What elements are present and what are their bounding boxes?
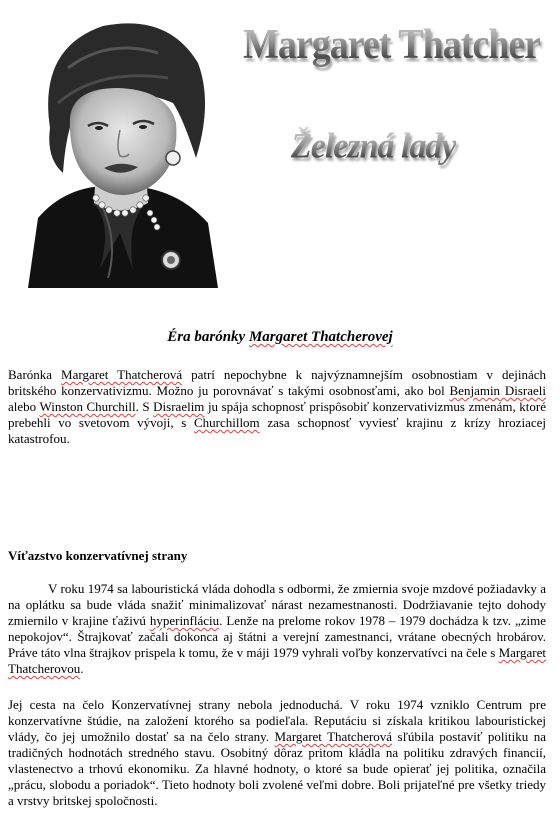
heading-name: Margaret Thatcherovej [248,329,393,345]
p3-name1: Margaret Thatcherová [274,729,393,744]
p1-t5: ju spája schopnosť prispôsobiť konzervativizmus zmenám, ktoré prebehli vo svetovom vývoji, s [8,399,547,430]
p1-t6: zasa schopnosť vyviesť krajinu z krízy hroziacej katastrofou. [8,415,546,446]
p1-name4: Disraelim [153,399,205,414]
p1-t2: patrí nepochybne k najvýznamnejším osobnostiam v dejinách britského konzervativizmu. Možno ju porovnávať s takými osobnosťami, ako bol [8,367,546,398]
p1-t3: alebo [8,399,40,414]
p1-t4: . S [135,399,154,414]
p1-name2: Benjamin Disraeli [449,383,546,398]
wordart-subtitle: Železná lady [291,127,456,166]
p2-name1: hyperinfláciu [149,613,220,628]
p2-t1: V roku 1974 sa labouristická vláda dohodla s odbormi, že zmiernia svoje mzdové požiadavky a na oplátku sa bude vláda snažiť minimalizovať nárast nezamestnanosti. Dodržiavanie tejto dohody zmiernilo v krajine ťaživú [8,581,546,628]
paragraph-path [8,697,546,809]
p1-name1: Margaret Thatcherová [61,367,183,382]
p1-name3: Winston Churchill [39,399,136,414]
article-heading [0,329,560,346]
p3-t1: Jej cesta na čelo Konzervatívnej strany nebola jednoduchá. V roku 1974 vzniklo Centrum pre konzervatívne štúdie, na založení ktorého sa podieľala. Reputáciu si získala kritikou labouristickej vlády, čo jej umožnilo dostať sa na čelo strany. [8,697,546,744]
p2-t3: . [80,661,84,676]
wordart-title: Margaret Thatcher [243,21,541,69]
portrait-photo [8,8,231,288]
p1-name5: Churchillom [193,415,260,430]
p3-t2: sľúbila postaviť politiku na tradičných hodnotách stredného stavu. Osobitný dôraz pritom kládla na politiku zdravých financií, vlastenectvo a trhovú ekonomiku. Za hlavné hodnoty, o ktoré sa bude opierať jej politika, označila „prácu, slobodu a poriadok“. Tieto hodnoty boli zvolené veľmi dobre. Boli prijateľné pre všetky triedy a vrstvy britskej spoločnosti. [8,729,546,808]
heading-prefix: Éra barónky [167,329,249,345]
p1-t1: Barónka [8,367,62,382]
paragraph-intro [8,367,546,447]
paragraph-victory [8,581,546,677]
p2-name2: Margaret Thatcherovou [8,645,546,676]
section-title: Víťazstvo konzervatívnej strany [8,548,188,563]
p2-t2: . Lenže na prelome rokov 1978 – 1979 dochádza k tzv. „zime nepokojov“. Štrajkovať začali dokonca aj štátni a verejní zamestnanci, vrátane obecných hrobárov. Práve táto vlna štrajkov prispela k tomu, že v máji 1979 vyhrali voľby konzervatívci na čele s [8,613,546,660]
